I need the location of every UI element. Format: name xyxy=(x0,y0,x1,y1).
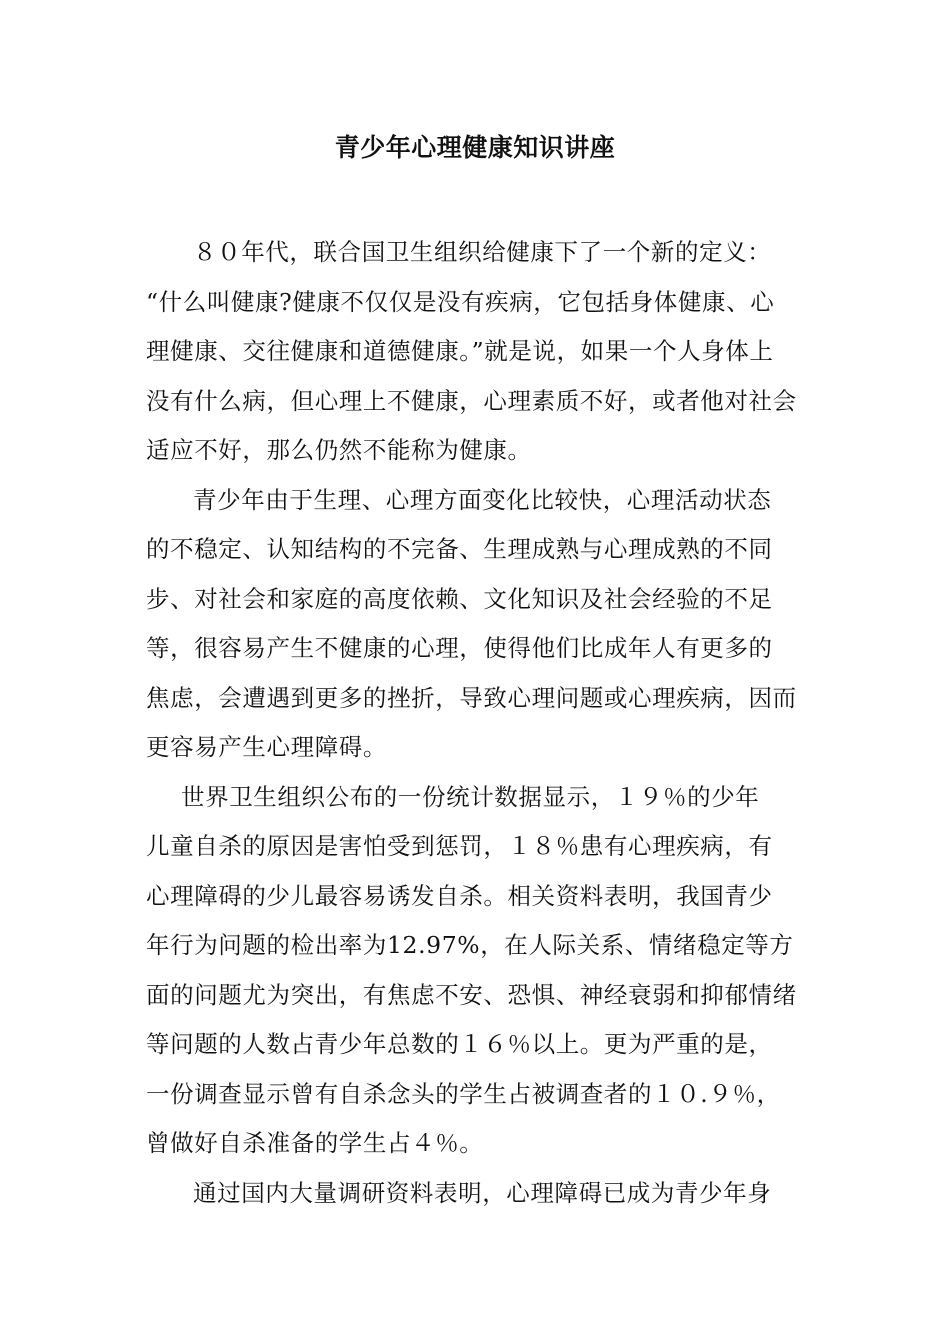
paragraph-line: 儿童自杀的原因是害怕受到惩罚，１８％患有心理疾病，有 xyxy=(146,832,773,860)
paragraph-line: 一份调查显示曾有自杀念头的学生占被调查者的１０.９％， xyxy=(146,1079,781,1108)
paragraph-line: 等问题的人数占青少年总数的１６％以上。更为严重的是， xyxy=(146,1030,773,1058)
paragraph-2 xyxy=(146,476,808,773)
paragraph-line: 青少年由于生理、心理方面变化比较快，心理活动状态 xyxy=(193,485,772,514)
paragraph-line: ８０年代，联合国卫生组织给健康下了一个新的定义： xyxy=(193,238,772,266)
paragraph-line: 的不稳定、认知结构的不完备、生理成熟与心理成熟的不同 xyxy=(146,535,773,563)
paragraph-line: 适应不好，那么仍然不能称为健康。 xyxy=(146,436,532,464)
paragraph-line: 年行为问题的检出率为12.97%，在人际关系、情绪稳定等方 xyxy=(146,931,794,959)
paragraph-1 xyxy=(146,228,808,476)
paragraph-line: 心理障碍的少儿最容易诱发自杀。相关资料表明，我国青少 xyxy=(146,881,773,910)
paragraph-line: 没有什么病，但心理上不健康，心理素质不好，或者他对社会 xyxy=(146,386,797,415)
document-title: 青少年心理健康知识讲座 xyxy=(334,133,616,162)
document-body xyxy=(146,228,808,1218)
paragraph-4 xyxy=(146,1169,808,1219)
paragraph-line: 世界卫生组织公布的一份统计数据显示，１９％的少年 xyxy=(181,782,760,811)
paragraph-3 xyxy=(146,773,808,1169)
paragraph-line: 等，很容易产生不健康的心理，使得他们比成年人有更多的 xyxy=(146,634,773,662)
paragraph-line: 更容易产生心理障碍。 xyxy=(146,733,387,761)
paragraph-line: 通过国内大量调研资料表明，心理障碍已成为青少年身 xyxy=(193,1178,772,1207)
paragraph-line: 步、对社会和家庭的高度依赖、文化知识及社会经验的不足 xyxy=(146,584,773,613)
paragraph-line: “什么叫健康?健康不仅仅是没有疾病，它包括身体健康、心 xyxy=(146,287,775,316)
paragraph-line: 理健康、交往健康和道德健康。”就是说，如果一个人身体上 xyxy=(146,337,774,365)
paragraph-line: 面的问题尤为突出，有焦虑不安、恐惧、神经衰弱和抑郁情绪 xyxy=(146,980,797,1009)
paragraph-line: 曾做好自杀准备的学生占４％。 xyxy=(146,1129,484,1157)
paragraph-line: 焦虑，会遭遇到更多的挫折，导致心理问题或心理疾病，因而 xyxy=(146,683,797,712)
